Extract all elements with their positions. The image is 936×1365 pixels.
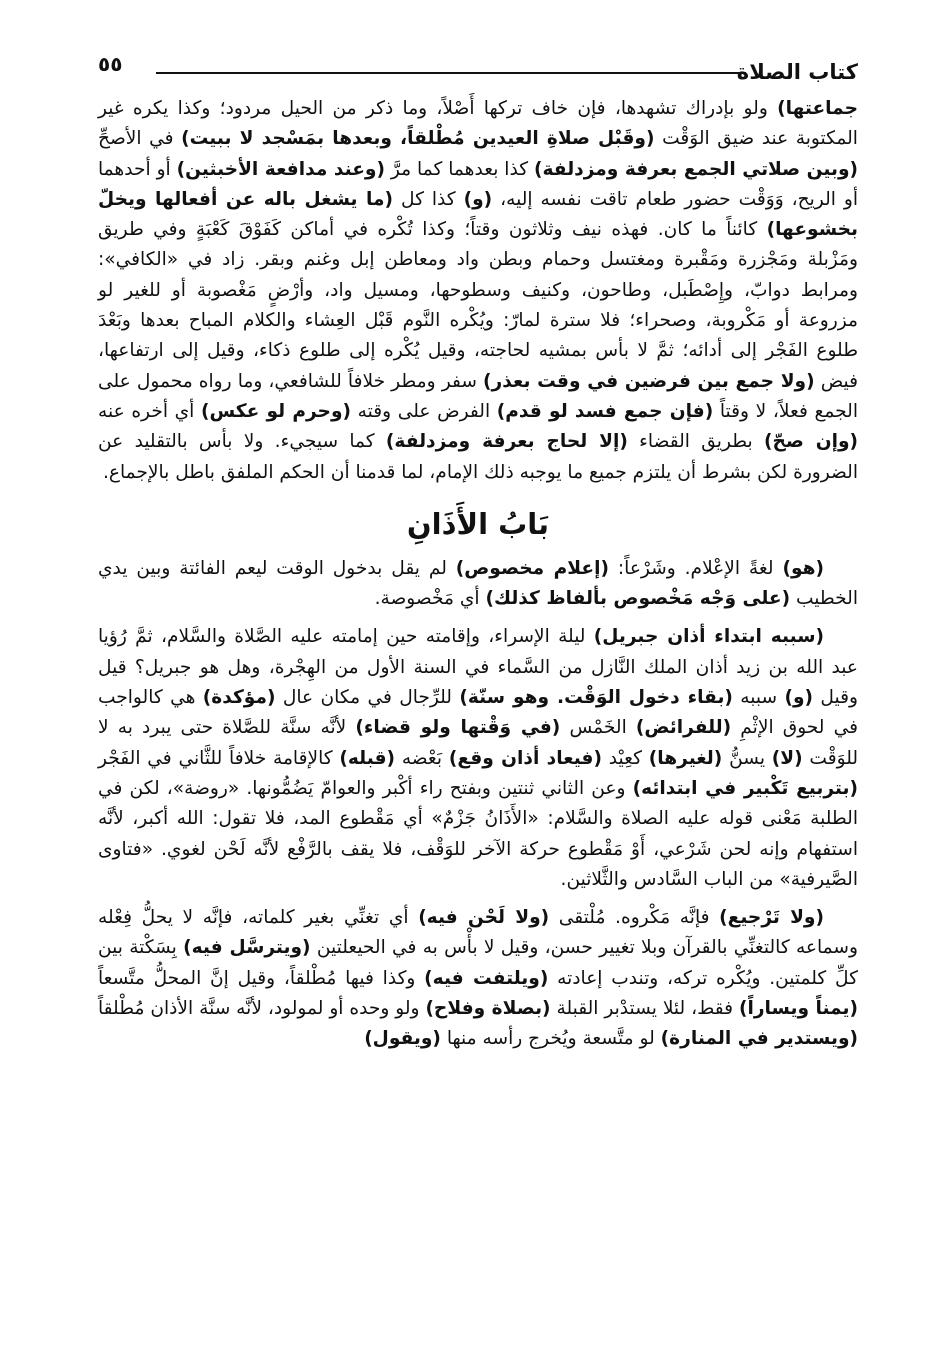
text-segment: بِسَكْتة بين كلِّ كلمتين. ويُكْره تركه، وتندب إعادته — [98, 937, 858, 989]
running-header-title: كتاب الصلاة — [736, 60, 858, 84]
bold-text-segment: (هو) — [782, 557, 824, 579]
bold-text-segment: (ويلتفت فيه) — [424, 967, 549, 989]
bold-text-segment: (لغيرها) — [648, 747, 723, 769]
text-segment: للرِّجال في مكان عال — [275, 687, 460, 709]
text-segment: فقط، لئلا يستدْبر القبلة — [550, 998, 739, 1020]
bold-text-segment: (إلا لحاج بعرفة ومزدلفة) — [385, 431, 628, 453]
text-segment: ولو وحده أو لمولود، لأنَّه سنَّة الأذان مُطْلقاً — [97, 998, 426, 1020]
text-segment: فإنَّه مَكْروه. مُلْتقى — [549, 907, 720, 929]
text-segment: بَعْضه — [395, 747, 449, 769]
bold-text-segment: (قبله) — [339, 747, 396, 769]
bold-text-segment: (ولا لَحْن فيه) — [418, 907, 550, 929]
text-segment: لو متَّسعة ويُخرج رأسه منها — [440, 1028, 661, 1050]
text-segment: وكذا فيها مُطْلقاً، وقيل إنَّ المحلُّ متَّسعاً — [98, 967, 425, 989]
body-paragraph — [98, 94, 858, 488]
bold-text-segment: (وبين صلاتي الجمع بعرفة ومزدلفة) — [534, 158, 858, 180]
bold-text-segment: (وإن صحّ) — [763, 431, 858, 453]
bold-text-segment: (و) — [784, 687, 814, 709]
text-segment: الخَمْس — [560, 717, 636, 739]
bold-text-segment: (ويترسَّل فيه) — [183, 937, 311, 959]
bold-text-segment: جماعتها) — [777, 98, 858, 119]
text-segment: ولو بإدراك تشهدها، فإن خاف تركها أَصْلاً، وما ذكر من الحيل مردود؛ وكذا يكره غير المكتوبة عند ضيق الوَقْت — [98, 98, 858, 150]
text-segment: ليلة الإسراء، وإقامته حين إمامته عليه الصَّلاة والسَّلام، ثمَّ رُؤيا عبد الله بن زيد أذان الملك النَّازل من السَّماء في السنة الأول من الهِجْرة، وهل هو جبريل؟ قيل وقيل — [98, 626, 858, 709]
text-segment: لم يقل بدخول الوقت ليعم الفائتة وبين يدي الخطيب — [98, 557, 858, 610]
text-segment: وعن الثاني ثنتين وبفتح راء أكْبر والعوامّ يَضُمُّونها. «روضة»، لكن في الطلبة مَعْنى قوله عليه الصلاة والسَّلام: «الأَذَانُ جَزْمٌ» أي مَقْطوع المد، فلا تقول: الله أكبر، لأنَّه استفهام وإنه لحن شَرْعي، أَوْ مَقْطوع حركة الآخر للوَقْف، فلا يقف بالرَّفْع لأنَّه لَحْن لغوي. «فتاوى الصَّيرفية» من الباب السَّادس والثَّلاثين. — [98, 777, 858, 890]
text-segment: كعِيْد — [601, 747, 649, 769]
text-segment: لغةً الإعْلام. وشَرْعاً: — [608, 557, 783, 579]
header-rule — [156, 72, 746, 74]
bold-text-segment: (ما يشغل باله عن أفعالها ويخلّ بخشوعها) — [98, 188, 858, 241]
bold-text-segment: (ويستدير في المنارة) — [660, 1028, 858, 1050]
body-paragraph — [98, 554, 858, 615]
body-paragraph — [98, 622, 858, 895]
bold-text-segment: (بتربيع تَكْبير في ابتدائه) — [632, 777, 858, 799]
bold-text-segment: (على وَجْه مَخْصوص بألفاظ كذلك) — [485, 588, 791, 610]
running-header — [98, 52, 858, 92]
text-segment: كائناً ما كان. فهذه نيف وثلاثون وقتاً؛ وكذا تُكْره في أماكن كَفَوْقَ كَعْبَةٍ وفي طريق ومَزْبلة ومَجْزرة ومَقْبرة ومغتسل وحمام وبطن واد ومعاطن إبل وغنم وبقر. زاد في «الكافي»: ومرابط دوابّ، وإِصْطَبل، وطاحون، وكنيف وسطوحها، ومسيل واد، وأرْضٍ مَغْصوبة أو للغير لو مزروعة أو مَكْروبة، وصحراء؛ فلا سترة لمارّ: ويُكْره النَّوم قَبْل العِشاء والكلام المباح بعدها وبَعْدَ طلوع الفَجْر إلى أدائه؛ ثمَّ لا بأس بمشيه لحاجته، وقيل يُكْره إلى طلوع ذكاء، وقيل إلى ارتفاعها، فيض — [98, 219, 858, 392]
bold-text-segment: (وحرم لو عكس) — [201, 400, 352, 422]
bold-text-segment: (بصلاة وفلاح) — [425, 998, 551, 1020]
bold-text-segment: (بقاء دخول الوَقْت. وهو سنّة) — [459, 687, 733, 709]
text-segment: أو أحدهما أو الريح، وَوَقْت حضور طعام تاقت نفسه إليه، — [98, 158, 858, 210]
chapter-heading: بَابُ الأَذَانِ — [406, 506, 550, 541]
text-segment: يسنُّ — [722, 747, 772, 769]
text-segment: أي تغنِّي بغير كلماته، فإنَّه لا يحلُّ فِعْله وسماعه كالتغنِّي بالقرآن وبلا تغيير حسن، وقيل لا بأْس به في الحيعلتين — [98, 907, 858, 959]
page-body — [98, 94, 858, 1055]
body-paragraph — [98, 903, 858, 1054]
text-segment: كذا بعدهما كما مرَّ — [384, 158, 535, 180]
text-segment: سفر ومطر خلافاً للشافعي، وما رواه محمول على الجمع فعلاً، لا وقتاً — [98, 370, 858, 422]
page-number: ٥٥ — [98, 52, 123, 76]
bold-text-segment: (وعند مدافعة الأخبثين) — [176, 158, 385, 180]
text-segment: سببه — [732, 687, 785, 709]
bold-text-segment: (ولا جمع بين فرضين في وقت بعذر) — [483, 370, 815, 392]
bold-text-segment: (فيعاد أذان وقع) — [448, 747, 602, 769]
bold-text-segment: (ولا تَرْجيع) — [719, 907, 824, 929]
bold-text-segment: (فإن جمع فسد لو قدم) — [496, 400, 714, 422]
text-segment: كالإقامة خلافاً للثَّاني في الفَجْر — [98, 747, 340, 769]
text-segment: في الأصحِّ — [98, 128, 182, 150]
bold-text-segment: (للفرائض) — [635, 717, 732, 739]
text-segment: كما سيجيء. ولا بأس بالتقليد عن الضرورة لكن بشرط أن يلتزم جميع ما يوجبه ذلك الإمام، لما قدمنا أن الحكم الملفق باطل بالإجماع. — [98, 431, 858, 483]
bold-text-segment: (لا) — [771, 747, 803, 769]
bold-text-segment: (و) — [463, 188, 493, 210]
bold-text-segment: (وقَبْل صلاةِ العيدين مُطْلقاً، وبعدها بمَسْجد لا ببيت) — [181, 128, 655, 150]
text-segment: لأنَّه سنَّة للصَّلاة حتى يبرد به لا للوَقْت — [98, 717, 859, 769]
text-segment: كذا كل — [393, 188, 464, 210]
bold-text-segment: (في وَقْتها ولو قضاء) — [355, 717, 561, 739]
text-segment: بطريق القضاء — [627, 431, 764, 453]
bold-text-segment: (مؤكدة) — [202, 687, 276, 709]
text-segment: أي مَخْصوصة. — [374, 588, 486, 610]
bold-text-segment: (ويقول) — [364, 1028, 441, 1050]
bold-text-segment: (يمناً ويساراً) — [738, 998, 858, 1020]
text-segment: الفرض على وقته — [351, 400, 497, 422]
bold-text-segment: (إعلام مخصوص) — [455, 557, 609, 579]
bold-text-segment: (سببه ابتداء أذان جبريل) — [593, 626, 824, 648]
text-segment: أي أخره عنه — [98, 400, 201, 422]
text-segment: هي كالواجب في لحوق الإثْمِ — [98, 687, 859, 739]
